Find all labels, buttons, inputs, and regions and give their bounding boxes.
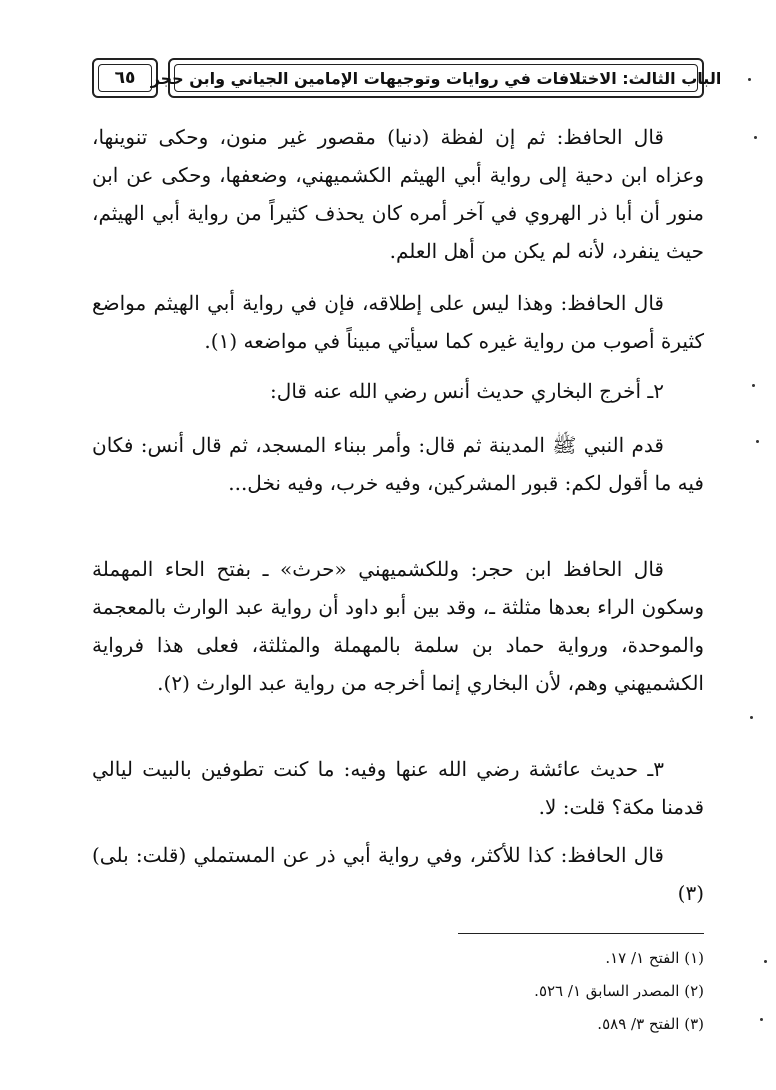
paragraph-1: قال الحافظ: ثم إن لفظة (دنيا) مقصور غير منون، وحكى تنوينها، وعزاه ابن دحية إلى رواية أبي الهيثم الكشميهني، وضعفها، وحكى عن ابن منور أن أبا ذر الهروي في آخر أمره كان يحذف كثيراً من رواية أبي الهيثم، حيث ينفرد، لأنه لم يكن من أهل العلم. [92,125,704,263]
paragraph-2: قال الحافظ: وهذا ليس على إطلاقه، فإن في رواية أبي الهيثم مواضع كثيرة أصوب من رواية غيره كما سيأتي مبيناً في مواضعه (١). [92,291,704,353]
page-number-box [92,58,158,98]
scan-speck [750,716,753,719]
scan-speck [756,440,759,443]
footnotes [344,942,704,1041]
chapter-title-box [150,58,722,98]
paragraph-5: قال الحافظ ابن حجر: وللكشميهني «حرث» ـ بفتح الحاء المهملة وسكون الراء بعدها مثلثة ـ، وقد بين أبو داود أن رواية عبد الوارث بالمعجمة والموحدة، ورواية حماد بن سلمة بالمهملة والمثلثة، فعلى هذا فرواية الكشميهني وهم، لأن البخاري إنما أخرجه من رواية عبد الوارث (٢). [92,557,704,695]
paragraph-6: ٣ـ حديث عائشة رضي الله عنها وفيه: ما كنت تطوفين بالبيت ليالي قدمنا مكة؟ قلت: لا. [92,757,704,819]
running-header [92,58,722,100]
chapter-title: الباب الثالث: الاختلافات في روايات وتوجيهات الإمامين الجياني وابن حجر [150,68,722,88]
page-number: ٦٥ [114,68,136,88]
scan-speck [764,960,767,963]
footnote-1: (١) الفتح ١/ ١٧. [605,949,704,967]
footnote-3: (٣) الفتح ٣/ ٥٨٩. [597,1015,704,1033]
scan-speck [748,78,751,81]
scan-speck [760,1018,763,1021]
paragraph-7: قال الحافظ: كذا للأكثر، وفي رواية أبي ذر عن المستملي (قلت: بلى)(٣) [92,843,704,905]
paragraph-3: ٢ـ أخرج البخاري حديث أنس رضي الله عنه قال: [270,379,664,403]
scan-speck [752,384,755,387]
paragraph-4: قدم النبي ﷺ المدينة ثم قال: وأمر ببناء المسجد، ثم قال أنس: فكان فيه ما أقول لكم: قبور المشركين، وفيه خرب، وفيه نخل... [92,433,704,495]
scan-speck [754,136,757,139]
footnote-separator [458,933,704,934]
footnote-2: (٢) المصدر السابق ١/ ٥٢٦. [534,982,704,1000]
